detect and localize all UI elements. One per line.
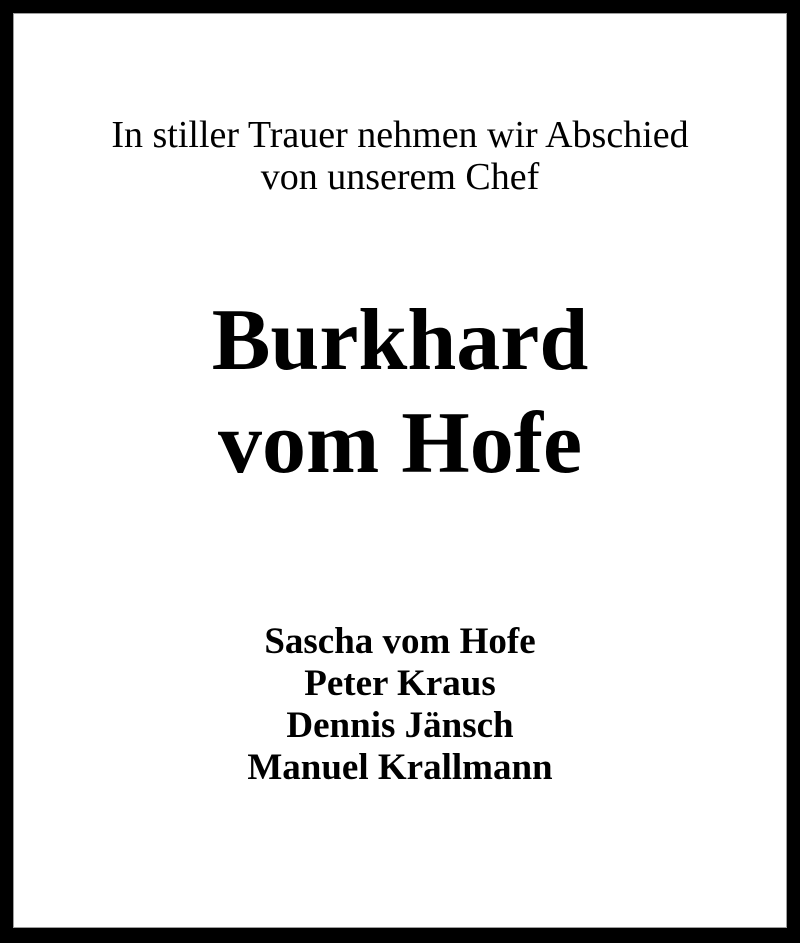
mourner-name: Dennis Jänsch [286, 705, 514, 746]
deceased-name-line-2: vom Hofe [217, 395, 583, 492]
mourner-name: Sascha vom Hofe [264, 621, 536, 662]
mourner-name: Peter Kraus [304, 663, 496, 704]
intro-line-2: von unserem Chef [260, 156, 540, 198]
deceased-name [13, 289, 787, 495]
deceased-name-line-1: Burkhard [211, 292, 589, 389]
intro-text [13, 114, 787, 198]
mourner-name: Manuel Krallmann [247, 747, 553, 788]
mourners-list [13, 621, 787, 789]
intro-line-1: In stiller Trauer nehmen wir Abschied [111, 114, 689, 156]
